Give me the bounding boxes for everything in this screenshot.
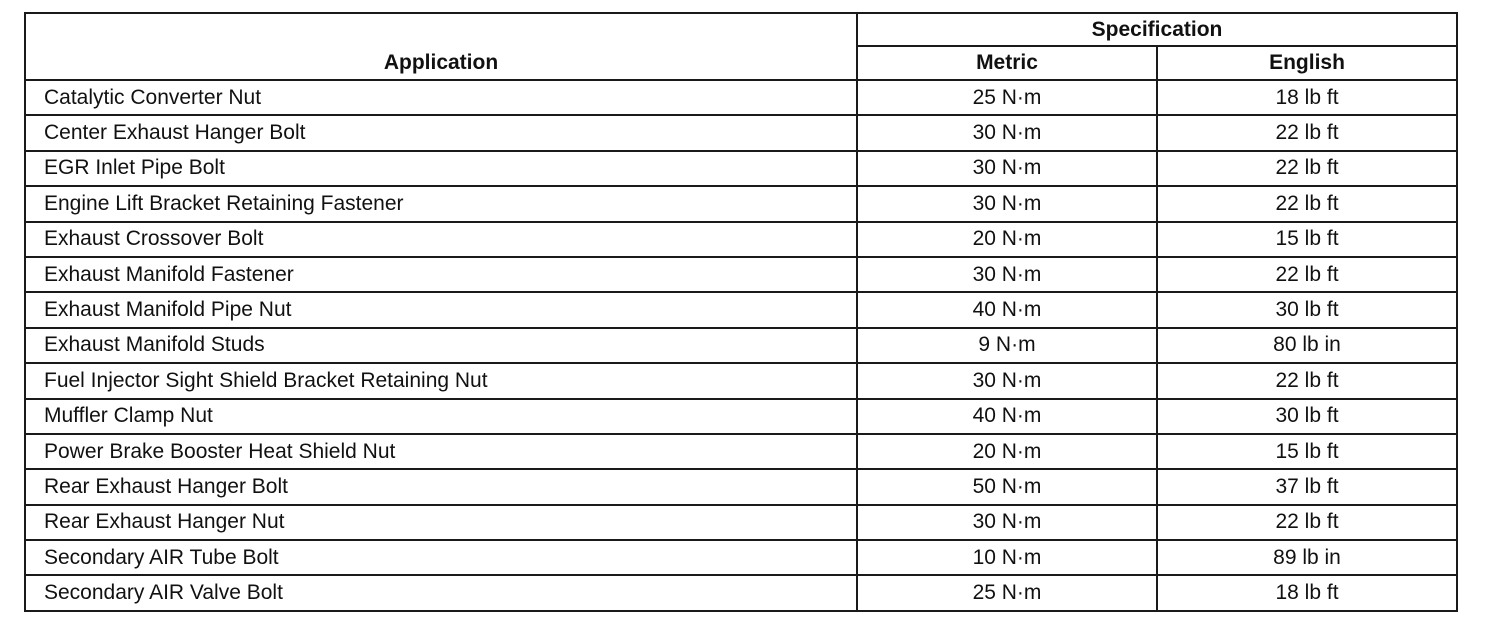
- metric-cell: 40 N·m: [857, 292, 1157, 327]
- english-cell: 30 lb ft: [1157, 399, 1457, 434]
- application-cell: Engine Lift Bracket Retaining Fastener: [25, 186, 857, 221]
- english-cell: 80 lb in: [1157, 328, 1457, 363]
- table-row: [25, 540, 1457, 575]
- table-row: [25, 186, 1457, 221]
- table-row: [25, 257, 1457, 292]
- specification-header: Specification: [857, 13, 1457, 46]
- english-cell: 22 lb ft: [1157, 115, 1457, 150]
- application-cell: Catalytic Converter Nut: [25, 80, 857, 115]
- table-row: [25, 328, 1457, 363]
- english-cell: 37 lb ft: [1157, 469, 1457, 504]
- metric-cell: 30 N·m: [857, 186, 1157, 221]
- english-cell: 30 lb ft: [1157, 292, 1457, 327]
- english-cell: 22 lb ft: [1157, 151, 1457, 186]
- english-cell: 15 lb ft: [1157, 222, 1457, 257]
- table-row: [25, 222, 1457, 257]
- application-cell: Secondary AIR Tube Bolt: [25, 540, 857, 575]
- header-row-top: [25, 13, 1457, 46]
- application-cell: Secondary AIR Valve Bolt: [25, 575, 857, 610]
- english-cell: 89 lb in: [1157, 540, 1457, 575]
- table-row: [25, 399, 1457, 434]
- fastener-torque-table: [24, 12, 1458, 612]
- application-cell: Exhaust Manifold Fastener: [25, 257, 857, 292]
- metric-header: Metric: [857, 46, 1157, 80]
- table-row: [25, 115, 1457, 150]
- table-row: [25, 80, 1457, 115]
- metric-cell: 10 N·m: [857, 540, 1157, 575]
- metric-cell: 30 N·m: [857, 151, 1157, 186]
- table-row: [25, 151, 1457, 186]
- application-cell: Rear Exhaust Hanger Nut: [25, 505, 857, 540]
- application-cell: Power Brake Booster Heat Shield Nut: [25, 434, 857, 469]
- english-cell: 18 lb ft: [1157, 80, 1457, 115]
- english-cell: 15 lb ft: [1157, 434, 1457, 469]
- english-cell: 22 lb ft: [1157, 505, 1457, 540]
- english-header: English: [1157, 46, 1457, 80]
- application-cell: Rear Exhaust Hanger Bolt: [25, 469, 857, 504]
- application-cell: Exhaust Manifold Studs: [25, 328, 857, 363]
- table-body: [25, 80, 1457, 611]
- table-header: [25, 13, 1457, 80]
- table-row: [25, 434, 1457, 469]
- english-cell: 22 lb ft: [1157, 257, 1457, 292]
- metric-cell: 25 N·m: [857, 80, 1157, 115]
- application-header: Application: [25, 13, 857, 80]
- metric-cell: 9 N·m: [857, 328, 1157, 363]
- metric-cell: 20 N·m: [857, 222, 1157, 257]
- application-cell: EGR Inlet Pipe Bolt: [25, 151, 857, 186]
- table-row: [25, 575, 1457, 610]
- english-cell: 22 lb ft: [1157, 363, 1457, 398]
- table-row: [25, 292, 1457, 327]
- metric-cell: 30 N·m: [857, 257, 1157, 292]
- metric-cell: 30 N·m: [857, 115, 1157, 150]
- metric-cell: 50 N·m: [857, 469, 1157, 504]
- application-cell: Exhaust Manifold Pipe Nut: [25, 292, 857, 327]
- english-cell: 18 lb ft: [1157, 575, 1457, 610]
- table-row: [25, 363, 1457, 398]
- application-cell: Fuel Injector Sight Shield Bracket Retaining Nut: [25, 363, 857, 398]
- application-cell: Exhaust Crossover Bolt: [25, 222, 857, 257]
- application-cell: Center Exhaust Hanger Bolt: [25, 115, 857, 150]
- metric-cell: 25 N·m: [857, 575, 1157, 610]
- table-row: [25, 505, 1457, 540]
- metric-cell: 20 N·m: [857, 434, 1157, 469]
- table-row: [25, 469, 1457, 504]
- metric-cell: 40 N·m: [857, 399, 1157, 434]
- metric-cell: 30 N·m: [857, 363, 1157, 398]
- english-cell: 22 lb ft: [1157, 186, 1457, 221]
- application-cell: Muffler Clamp Nut: [25, 399, 857, 434]
- metric-cell: 30 N·m: [857, 505, 1157, 540]
